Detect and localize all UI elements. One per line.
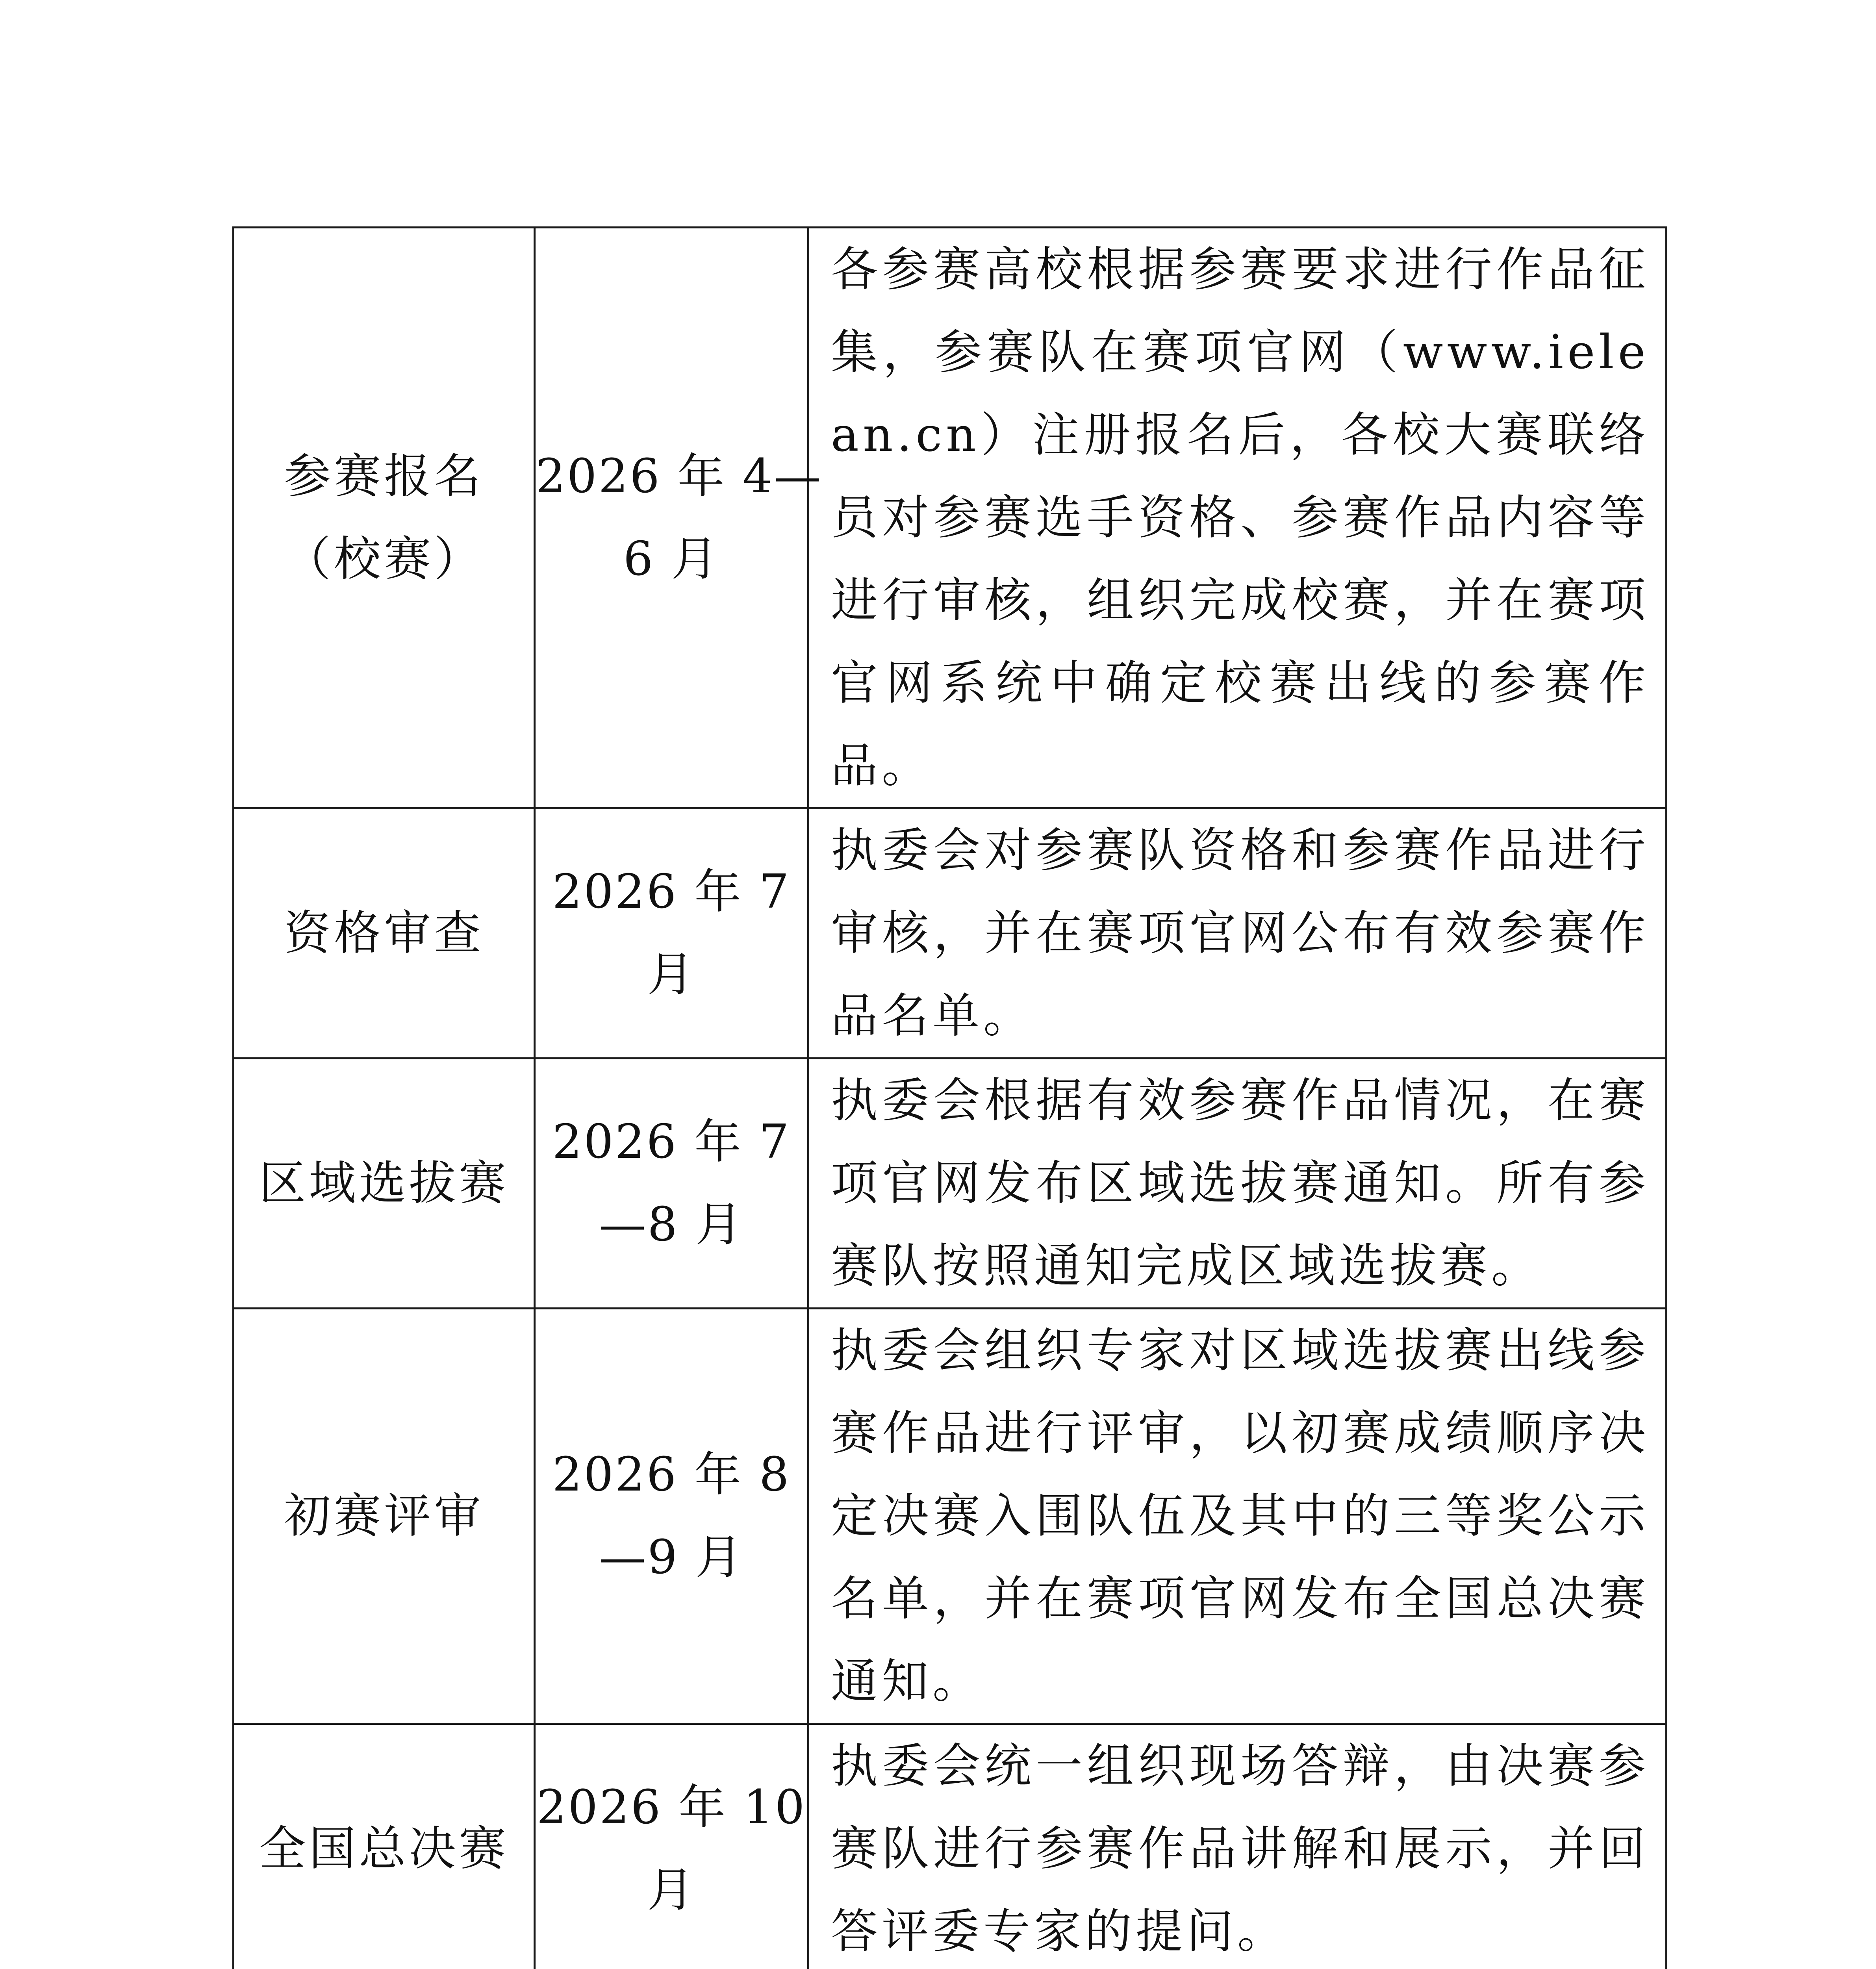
stage-cell	[234, 1309, 535, 1724]
time-text: 月	[647, 947, 696, 1002]
time-text: 6 月	[623, 532, 720, 586]
time-text: —8 月	[599, 1198, 744, 1252]
table-row	[234, 1059, 1667, 1309]
stage-cell	[234, 1059, 535, 1309]
time-text: 2026 年 10	[536, 1780, 806, 1835]
schedule-table	[232, 226, 1667, 1969]
time-cell	[535, 1309, 808, 1724]
stage-text: （校赛）	[284, 532, 484, 586]
time-cell	[535, 808, 808, 1059]
stage-cell	[234, 1724, 535, 1969]
stage-cell	[234, 808, 535, 1059]
time-text: 2026 年 7	[552, 1115, 791, 1169]
time-text: 2026 年 4—	[536, 449, 823, 504]
description-cell: 执委会根据有效参赛作品情况，在赛项官网发布区域选拔赛通知。所有参赛队按照通知完成区域选拔赛。	[808, 1059, 1667, 1309]
time-text: 2026 年 8	[552, 1448, 791, 1502]
time-text: —9 月	[599, 1530, 744, 1585]
stage-text: 全国总决赛	[259, 1822, 509, 1876]
table-row	[234, 1309, 1667, 1724]
stage-text: 参赛报名	[284, 449, 484, 504]
description-cell: 各参赛高校根据参赛要求进行作品征集，参赛队在赛项官网（www.ielean.cn）注册报名后，各校大赛联络员对参赛选手资格、参赛作品内容等进行审核，组织完成校赛，并在赛项官网系统中确定校赛出线的参赛作品。	[808, 228, 1667, 808]
stage-text: 资格审查	[284, 906, 484, 960]
description-cell: 执委会组织专家对区域选拔赛出线参赛作品进行评审，以初赛成绩顺序决定决赛入围队伍及其中的三等奖公示名单，并在赛项官网发布全国总决赛通知。	[808, 1309, 1667, 1724]
description-cell: 执委会对参赛队资格和参赛作品进行审核，并在赛项官网公布有效参赛作品名单。	[808, 808, 1667, 1059]
time-cell	[535, 228, 823, 808]
stage-text: 区域选拔赛	[259, 1156, 509, 1211]
stage-text: 初赛评审	[284, 1489, 484, 1543]
time-text: 2026 年 7	[552, 865, 791, 919]
table-row	[234, 228, 1667, 808]
time-cell	[535, 1059, 808, 1309]
table-row	[234, 808, 1667, 1059]
description-cell: 执委会统一组织现场答辩，由决赛参赛队进行参赛作品讲解和展示，并回答评委专家的提问。	[808, 1724, 1667, 1969]
time-cell	[535, 1724, 808, 1969]
stage-cell	[234, 228, 535, 808]
table-row	[234, 1724, 1667, 1969]
time-text: 月	[647, 1863, 696, 1917]
